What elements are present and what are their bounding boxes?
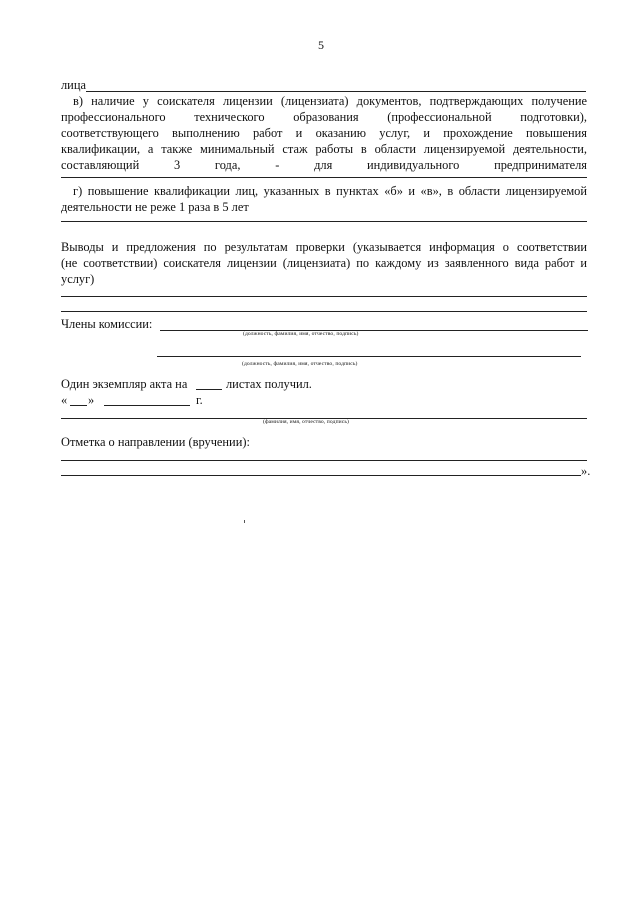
fill-line: [61, 296, 587, 297]
conclusions-line3: услуг): [61, 272, 95, 286]
item-v-line4: квалификации, а также минимальный стаж работы в области лицензируемой деятельности,: [61, 142, 587, 156]
date-open-quote: «: [61, 393, 68, 407]
signature-line: [160, 330, 588, 331]
fill-line: [86, 91, 586, 92]
signature-hint: (должность, фамилия, имя, отчество, подпись): [243, 331, 359, 337]
copy-text-before: Один экземпляр акта на: [61, 377, 188, 391]
mark-closing: ».: [581, 464, 591, 478]
fill-line: [61, 475, 581, 476]
conclusions-line1: Выводы и предложения по результатам проверки (указывается информация о соответствии: [61, 240, 587, 254]
mark-label: Отметка о направлении (вручении):: [61, 435, 250, 449]
fill-line: [61, 177, 587, 178]
fill-line: [61, 221, 587, 222]
signature-hint: (фамилия, имя, отчество, подпись): [263, 419, 349, 425]
item-v-line2: профессионального технического образования (профессиональной подготовки),: [61, 110, 587, 124]
scan-speck: [244, 520, 245, 523]
date-year-suffix: г.: [196, 393, 203, 407]
copy-text-after: листах получил.: [226, 377, 312, 391]
commission-label: Члены комиссии:: [61, 317, 153, 331]
item-g-line1: г) повышение квалификации лиц, указанных в пунктах «б» и «в», в области лицензируемой: [73, 184, 587, 198]
item-v-line5: составляющий 3 года, - для индивидуального предпринимателя: [61, 158, 587, 172]
line-persons-label: лица: [61, 78, 86, 92]
item-v-line3: соответствующего выполнению работ и оказанию услуг, и прохождение повышения: [61, 126, 587, 140]
date-month-line: [104, 405, 190, 406]
page-number: 5: [318, 38, 324, 52]
conclusions-line2: (не соответствии) соискателя лицензии (лицензиата) по каждому из заявленного вида работ и: [61, 256, 587, 270]
item-g-line2: деятельности не реже 1 раза в 5 лет: [61, 200, 249, 214]
date-day-line: [70, 405, 87, 406]
pages-count-line: [196, 389, 222, 390]
item-v-line1: в) наличие у соискателя лицензии (лицензиата) документов, подтверждающих получение: [73, 94, 587, 108]
fill-line: [61, 460, 587, 461]
signature-line: [157, 356, 581, 357]
fill-line: [61, 311, 587, 312]
date-close-quote: »: [88, 393, 95, 407]
signature-hint: (должность, фамилия, имя, отчество, подпись): [242, 361, 358, 367]
